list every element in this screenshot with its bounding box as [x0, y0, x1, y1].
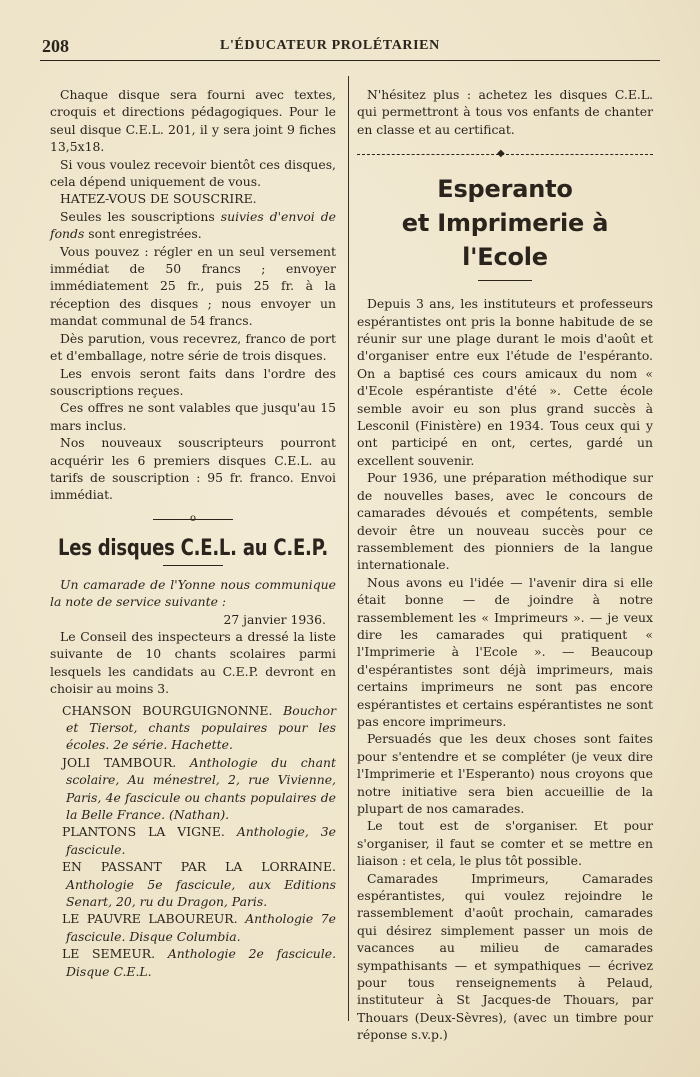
section-ornament — [143, 512, 243, 526]
list-item — [50, 702, 336, 754]
list-item — [50, 754, 336, 824]
article-heading: Les disques C.E.L. au C.E.P. — [58, 535, 328, 561]
paragraph: Chaque disque sera fourni avec textes, croquis et directions pédagogiques. Pour le seul disque C.E.L. 201, il y sera joint 9 fiches 13,5x18. — [50, 87, 336, 155]
section-ornament — [357, 148, 653, 160]
list-item — [50, 823, 336, 858]
paragraph: Dès parution, vous recevrez, franco de port et d'emballage, notre série de trois disques. — [50, 330, 336, 364]
song-list — [50, 702, 336, 981]
song-reference: Anthologie, 3e fascicule. — [66, 824, 337, 857]
paragraph: Le tout est de s'organiser. Et pour s'organiser, il faut se comter et se mettre en liaison : et cela, le plus tôt possible. — [357, 818, 653, 869]
list-item — [50, 910, 336, 945]
italic-span: suivies d'envoi de fonds — [50, 208, 336, 242]
text-span: sont enregistrées. — [84, 226, 202, 242]
paragraph: Ces offres ne sont valables que jusqu'au 15 mars inclus. — [50, 400, 336, 433]
song-title: LE PAUVRE LABOUREUR. — [62, 911, 238, 927]
article-heading — [357, 172, 653, 274]
paragraph: Les envois seront faits dans l'ordre des souscriptions reçues. — [50, 365, 336, 398]
paragraph: Pour 1936, une préparation méthodique sur de nouvelles bases, avec le concours de camarades dévoués et compétents, semble devoir être un nouveau succès pour ce rassemblement des pionniers de la langue internationale. — [357, 470, 653, 573]
intro-note: Un camarade de l'Yonne nous communique la note de service suivante : — [50, 576, 336, 610]
left-column — [50, 86, 336, 980]
song-reference: Anthologie 7e fascicule. Disque Columbia. — [66, 911, 337, 944]
paragraph: Nos nouveaux souscripteurs pourront acquérir les 6 premiers disques C.E.L. au tarifs de souscription : 95 fr. franco. Envoi immédiat. — [50, 435, 336, 503]
song-title: LE SEMEUR. — [62, 946, 156, 962]
page-number: 208 — [42, 36, 69, 56]
song-title: EN PASSANT PAR LA LORRAINE. — [62, 859, 336, 875]
heading-rule — [163, 565, 223, 566]
paragraph: N'hésitez plus : achetez les disques C.E.L. qui permettront à tous vos enfants de chanter en classe et au certificat. — [357, 87, 653, 137]
ornament-glyph: o — [189, 512, 197, 524]
song-reference: Anthologie du chant scolaire, Au ménestrel, 2, rue Vivienne, Paris, 4e fascicule ou chants populaires de la Belle France. (Nathan). — [66, 754, 336, 823]
song-title: PLANTONS LA VIGNE. — [62, 824, 225, 840]
song-reference: Anthologie 2e fascicule. Disque C.E.L. — [66, 946, 337, 979]
paragraph: Persuadés que les deux choses sont faites pour s'entendre et se compléter (je veux dire l'Imprimerie et l'Esperanto) nous croyons que notre initiative sera bien accueillie de la plupart de nos camarades. — [357, 731, 653, 816]
right-column — [357, 86, 653, 1044]
ornament-line — [357, 154, 653, 155]
heading-line: Esperanto — [437, 175, 573, 204]
list-item — [50, 945, 336, 980]
dateline: 27 janvier 1936. — [223, 611, 326, 627]
paragraph: Vous pouvez : régler en un seul versement immédiat de 50 francs ; envoyer immédiatement 25 fr., puis 25 fr. à la réception des disques ; nous envoyer un mandat communal de 54 francs. — [50, 243, 336, 329]
song-reference: Bouchor et Tiersot, chants populaires pour les écoles. 2e série. Hachette. — [66, 702, 336, 753]
paragraph — [50, 208, 336, 243]
list-item — [50, 858, 336, 910]
paragraph: Depuis 3 ans, les instituteurs et professeurs espérantistes ont pris la bonne habitude de se réunir sur une plage durant le mois d'août et d'organiser entre eux l'étude de l'espéranto. On a baptisé ces cours amicaux du nom « d'Ecole espérantiste d'été ». Cette école semble avoir eu son plus grand succès à Lesconil (Finistère) en 1934. Tous ceux qui y ont participé en ont, certes, gardé un excellent souvenir. — [357, 296, 653, 468]
paragraph: Le Conseil des inspecteurs a dressé la liste suivante de 10 chants scolaires parmi lesquels les candidats au C.E.P. devront en choisir au moins 3. — [50, 628, 336, 697]
paragraph: Nous avons eu l'idée — l'avenir dira si elle était bonne — de joindre à notre rassemblement les « Imprimeurs ». — je veux dire les camarades qui pratiquent « l'Imprimerie à l'Ecole ». — Beaucoup d'espérantistes sont déjà imprimeurs, mais certains imprimeurs ne sont pas encore espérantistes et certains espérantistes ne sont pas encore imprimeurs. — [357, 574, 653, 729]
paragraph-emphasis: HATEZ-VOUS DE SOUSCRIRE. — [60, 191, 257, 207]
song-title: JOLI TAMBOUR. — [62, 754, 177, 770]
ornament-glyph: ◆ — [497, 148, 505, 160]
heading-line: et Imprimerie à l'Ecole — [401, 209, 609, 272]
text-span: Seules les souscriptions — [60, 208, 221, 224]
page-header — [40, 34, 660, 61]
paragraph: Si vous voulez recevoir bientôt ces disques, cela dépend uniquement de vous. — [50, 156, 336, 190]
paragraph: Camarades Imprimeurs, Camarades espérantistes, qui voulez rejoindre le rassemblement d'août prochain, camarades qui désirez simplement passer un mois de vacances au milieu de camarades sympathisants — et sympathiques — écrivez pour tous renseignements à Pelaud, instituteur à St Jacques-de Thouars, par Thouars (Deux-Sèvres), (avec un timbre pour réponse s.v.p.) — [357, 870, 653, 1043]
journal-title: L'ÉDUCATEUR PROLÉTARIEN — [220, 38, 440, 53]
song-title: CHANSON BOURGUIGNONNE. — [62, 702, 273, 718]
column-divider — [348, 76, 349, 1021]
heading-rule — [478, 280, 532, 281]
song-reference: Anthologie 5e fascicule, aux Editions Senart, 20, ru du Dragon, Paris. — [66, 876, 336, 910]
